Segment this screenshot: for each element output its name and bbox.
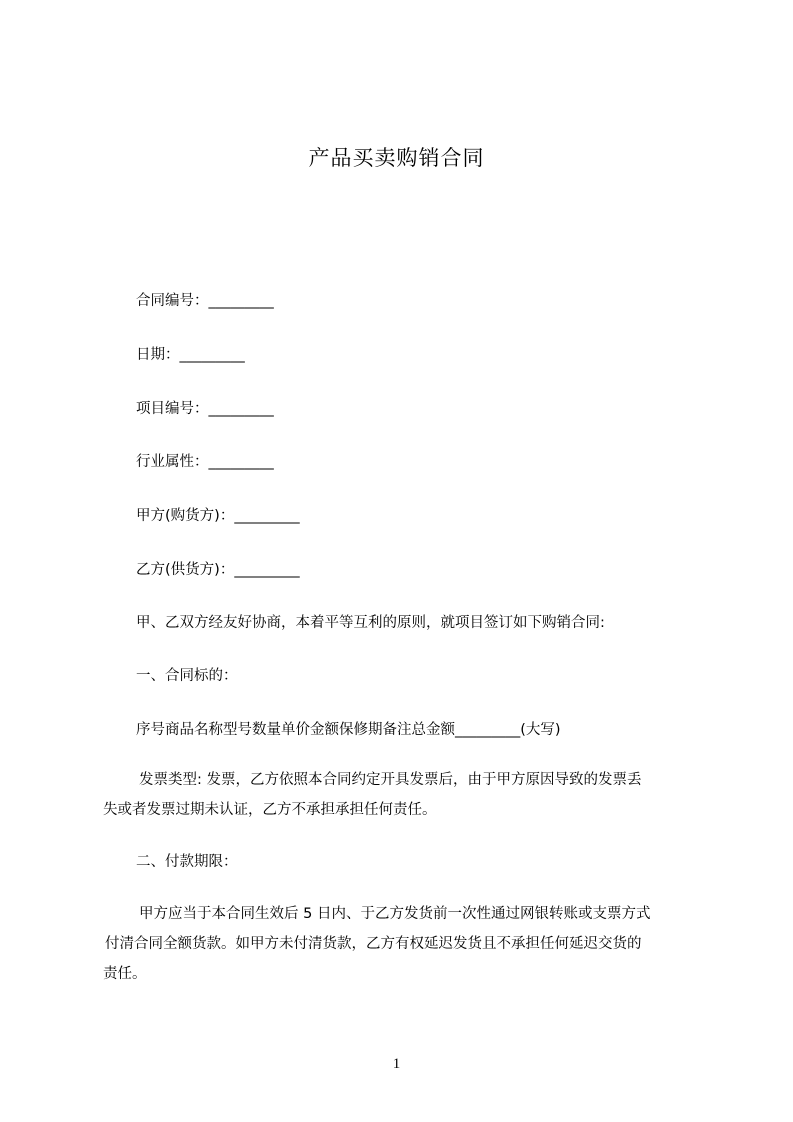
section2-heading: 二、付款期限： [136, 854, 238, 870]
party-a-field: 甲方(购货方)：_________ [136, 508, 300, 524]
invoice-paragraph [103, 765, 703, 825]
industry-field: 行业属性：_________ [136, 454, 274, 470]
document-title: 产品买卖购销合同 [308, 146, 485, 170]
contract-number-field: 合同编号：_________ [136, 293, 274, 309]
payment-line-2: 付清合同全额货款。如甲方未付清货款，乙方有权延迟发货且不承担任何延迟交货的 [105, 936, 642, 952]
page-number: 1 [392, 1056, 401, 1072]
item-table-header: 序号商品名称型号数量单价金额保修期备注总金额_________(大写) [136, 722, 561, 738]
date-field: 日期：_________ [136, 347, 245, 363]
invoice-line-1: 发票类型: 发票，乙方依照本合同约定开具发票后，由于甲方原因导致的发票丢 [139, 772, 642, 788]
invoice-line-2: 失或者发票过期未认证，乙方不承担承担任何责任。 [103, 802, 437, 818]
section1-heading: 一、合同标的： [136, 668, 238, 684]
payment-line-1: 甲方应当于本合同生效后 5 日内、于乙方发货前一次性通过网银转账或支票方式 [139, 906, 651, 922]
payment-paragraph [103, 899, 703, 989]
party-b-field: 乙方(供货方)：_________ [136, 562, 300, 578]
project-number-field: 项目编号：_________ [136, 401, 274, 417]
payment-line-3: 责任。 [103, 966, 147, 982]
intro-paragraph: 甲、乙双方经友好协商，本着平等互利的原则，就项目签订如下购销合同: [136, 615, 605, 631]
